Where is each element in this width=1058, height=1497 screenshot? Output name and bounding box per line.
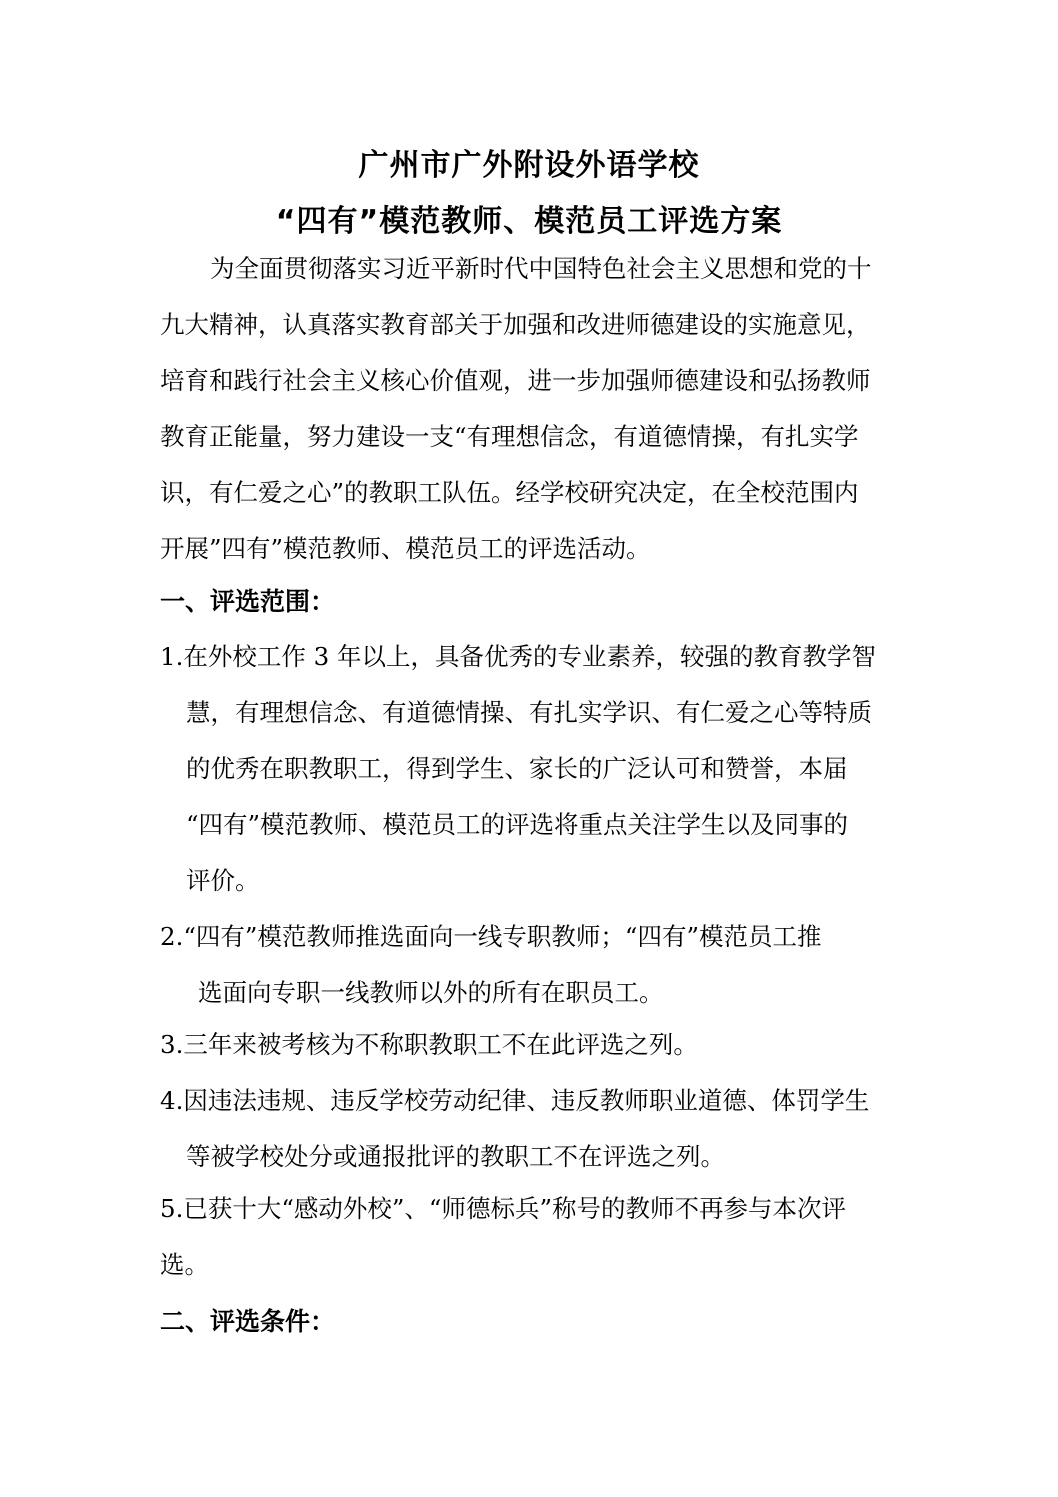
intro-line: 教育正能量，努力建设一支“有理想信念，有道德情操，有扎实学 bbox=[160, 422, 859, 451]
intro-line: 识，有仁爱之心”的教职工队伍。经学校研究决定，在全校范围内 bbox=[160, 478, 859, 507]
list-item-line: 的优秀在职教职工，得到学生、家长的广泛认可和赞誉，本届 bbox=[186, 754, 848, 783]
document-title-line2: “四有”模范教师、模范员工评选方案 bbox=[275, 204, 783, 239]
document-title-line1: 广州市广外附设外语学校 bbox=[358, 148, 700, 183]
section-heading-scope: 一、评选范围： bbox=[160, 587, 336, 616]
list-item-line: “四有”模范教师、模范员工的评选将重点关注学生以及同事的 bbox=[186, 810, 849, 839]
list-item-line: 5.已获十大“感动外校”、“师德标兵”称号的教师不再参与本次评 bbox=[160, 1194, 846, 1223]
intro-line: 为全面贯彻落实习近平新时代中国特色社会主义思想和党的十 bbox=[210, 254, 872, 283]
list-item-line: 1.在外校工作 3 年以上，具备优秀的专业素养，较强的教育教学智 bbox=[160, 642, 877, 671]
list-item-line: 4.因违法违规、违反学校劳动纪律、违反教师职业道德、体罚学生 bbox=[160, 1086, 870, 1115]
list-item-line: 评价。 bbox=[186, 866, 260, 895]
intro-line: 培育和践行社会主义核心价值观，进一步加强师德建设和弘扬教师 bbox=[160, 366, 871, 395]
intro-line: 开展”四有”模范教师、模范员工的评选活动。 bbox=[160, 534, 651, 563]
intro-line: 九大精神，认真落实教育部关于加强和改进师德建设的实施意见， bbox=[160, 310, 871, 339]
list-item-line: 选面向专职一线教师以外的所有在职员工。 bbox=[198, 978, 664, 1007]
list-item-line: 选。 bbox=[160, 1250, 209, 1279]
list-item-line: 2.“四有”模范教师推选面向一线专职教师；“四有”模范员工推 bbox=[160, 922, 822, 951]
list-item-line: 等被学校处分或通报批评的教职工不在评选之列。 bbox=[186, 1142, 725, 1171]
list-item-line: 3.三年来被考核为不称职教职工不在此评选之列。 bbox=[160, 1030, 698, 1059]
section-heading-criteria: 二、评选条件： bbox=[160, 1307, 336, 1336]
list-item-line: 慧，有理想信念、有道德情操、有扎实学识、有仁爱之心等特质 bbox=[186, 698, 872, 727]
